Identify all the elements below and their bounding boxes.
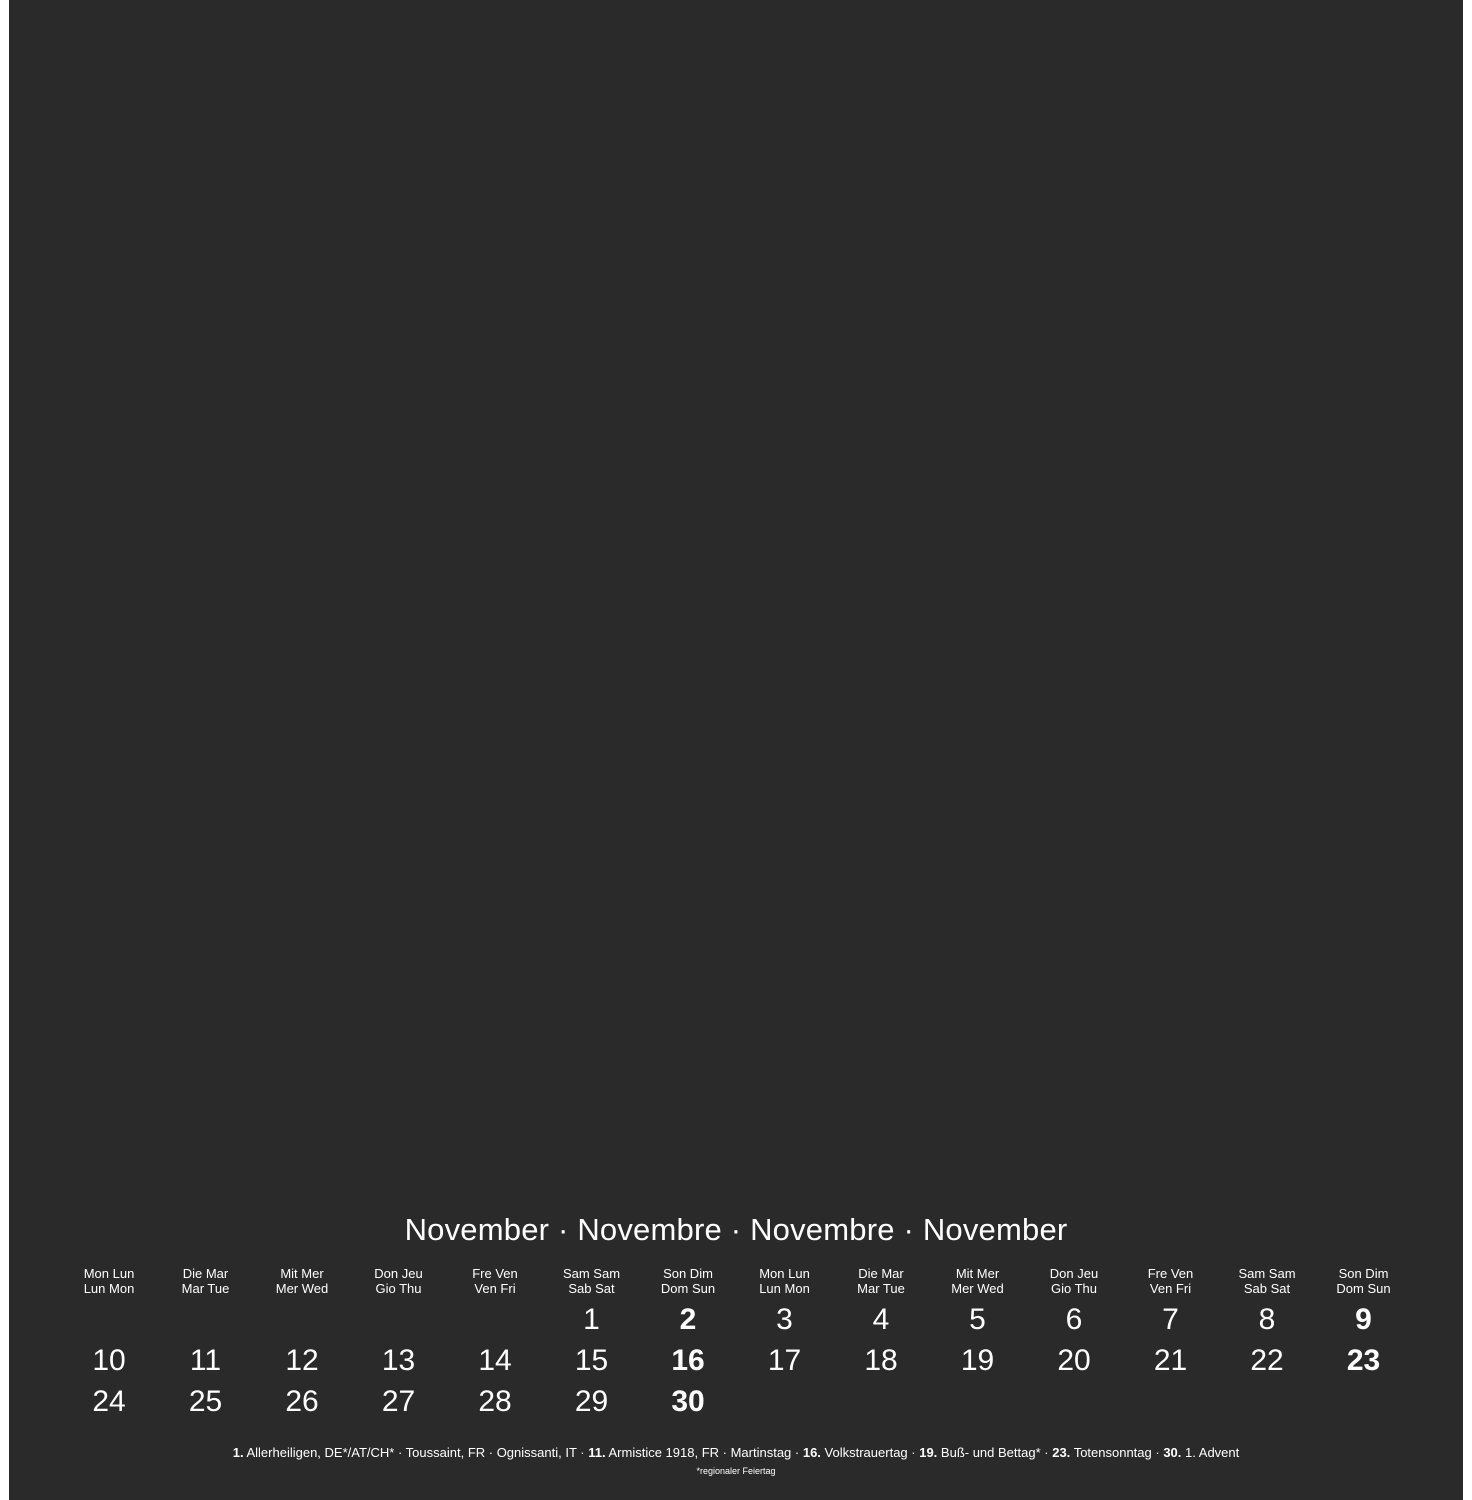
calendar-day: 14 [478,1344,512,1377]
separator: · [791,1445,803,1460]
holiday-date: 19. [919,1445,938,1460]
weekday-header [1316,1266,1412,1296]
weekday-header [254,1266,350,1296]
weekday-header [930,1266,1026,1296]
weekday-label: Mar Tue [181,1281,230,1296]
separator: · [576,1445,589,1460]
calendar-day: 19 [960,1344,995,1377]
holiday-list [9,1445,1463,1460]
calendar-day: 26 [285,1385,319,1418]
calendar-day: 16 [671,1344,705,1377]
calendar-day: 21 [1153,1344,1188,1377]
weekday-label: Fre Ven [472,1266,518,1281]
weekday-label: Lun Mon [83,1281,135,1296]
weekday-label: Gio Thu [375,1281,422,1296]
weekday-header [544,1266,640,1296]
calendar-day: 17 [767,1344,802,1377]
weekday-header [737,1266,833,1296]
weekday-header [158,1266,254,1296]
calendar-day: 15 [574,1344,609,1377]
weekday-label: Sab Sat [568,1281,615,1296]
weekday-label: Sam Sam [1238,1266,1296,1281]
separator: · [907,1445,920,1460]
weekday-header [351,1266,447,1296]
holiday-name: Buß- und Bettag* [940,1445,1041,1460]
weekday-label: Ven Fri [474,1281,516,1296]
calendar-day: 7 [1162,1303,1179,1336]
weekday-label: Dom Sun [1336,1281,1391,1296]
weekday-label: Mon Lun [83,1266,135,1281]
weekday-header [833,1266,929,1296]
weekday-header [447,1266,543,1296]
weekday-label: Ven Fri [1149,1281,1192,1296]
holiday-name: Totensonntag [1073,1445,1152,1460]
weekday-label: Sam Sam [562,1266,621,1281]
weekday-label: Son Dim [663,1266,713,1281]
weekday-label: Mit Mer [280,1266,324,1281]
footnote: *regionaler Feiertag [696,1466,776,1476]
holiday-date: 1. [232,1445,244,1460]
calendar-day: 28 [478,1385,512,1418]
weekday-header [640,1266,736,1296]
holiday-date: 11. [588,1445,606,1460]
calendar-day: 10 [92,1344,126,1377]
calendar-day: 6 [1065,1303,1083,1336]
calendar-day: 2 [679,1303,697,1336]
calendar-day: 18 [864,1344,898,1377]
month-title: November · Novembre · Novembre · November [404,1212,1068,1247]
calendar-day: 29 [574,1385,609,1418]
weekday-label: Mar Tue [857,1281,905,1296]
calendar-day: 5 [969,1303,986,1336]
weekday-label: Die Mar [858,1266,904,1281]
calendar-day: 20 [1057,1344,1091,1377]
calendar-day: 8 [1258,1303,1276,1336]
separator: · [1151,1445,1164,1460]
holiday-date: 30. [1163,1445,1182,1460]
weekday-header [1026,1266,1122,1296]
calendar-day: 22 [1250,1344,1284,1377]
calendar-day: 30 [671,1385,705,1418]
calendar-day: 3 [776,1303,793,1336]
holiday-name: Armistice 1918, FR · Martinstag [608,1445,792,1460]
weekday-label: Don Jeu [1049,1266,1099,1281]
calendar-page [9,0,1463,1500]
weekday-label: Mon Lun [759,1266,810,1281]
weekday-label: Mer Wed [275,1281,329,1296]
calendar-day: 24 [92,1385,126,1418]
weekday-label: Mit Mer [955,1266,1000,1281]
weekday-header [1123,1266,1219,1296]
weekday-header [1219,1266,1315,1296]
calendar-day: 27 [381,1385,416,1418]
weekday-header [61,1266,157,1296]
weekday-label: Son Dim [1338,1266,1389,1281]
calendar-day: 1 [583,1303,600,1336]
calendar-day: 23 [1346,1344,1381,1377]
holiday-name: Allerheiligen, DE*/AT/CH* · Toussaint, FR · Ognissanti, IT [246,1445,577,1460]
calendar-day: 4 [872,1303,890,1336]
calendar-day: 13 [381,1344,416,1377]
holiday-date: 23. [1052,1445,1071,1460]
weekday-label: Die Mar [182,1266,229,1281]
weekday-label: Mer Wed [951,1281,1004,1296]
holiday-name: 1. Advent [1185,1445,1240,1460]
holiday-date: 16. [802,1445,821,1460]
weekday-label: Lun Mon [759,1281,810,1296]
calendar-day: 9 [1355,1303,1372,1336]
calendar-day: 12 [285,1344,319,1377]
weekday-label: Sab Sat [1243,1281,1291,1296]
weekday-label: Dom Sun [660,1281,716,1296]
weekday-label: Fre Ven [1147,1266,1194,1281]
weekday-label: Don Jeu [374,1266,423,1281]
calendar-day: 11 [189,1344,222,1377]
calendar-day: 25 [188,1385,223,1418]
weekday-label: Gio Thu [1050,1281,1097,1296]
holiday-name: Volkstrauertag [824,1445,908,1460]
separator: · [1040,1445,1053,1460]
